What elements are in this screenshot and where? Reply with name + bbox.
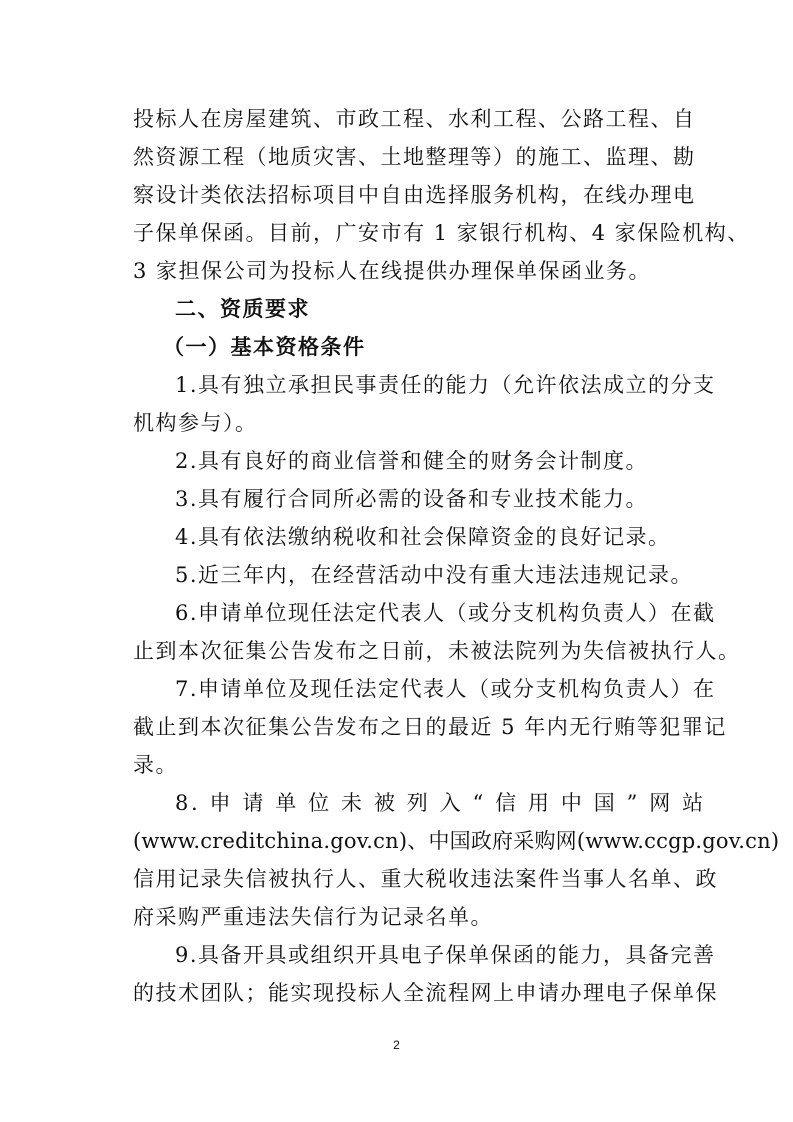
paragraph-line: 察设计类依法招标项目中自由选择服务机构，在线办理电 [133, 183, 696, 207]
paragraph-line: 机构参与）。 [133, 411, 258, 435]
list-item: 1.具有独立承担民事责任的能力（允许依法成立的分支 [175, 373, 716, 397]
paragraph-line: 投标人在房屋建筑、市政工程、水利工程、公路工程、自 [133, 107, 696, 131]
paragraph-line: (www.creditchina.gov.cn)、中国政府采购网(www.ccgp.gov.cn) [133, 829, 780, 853]
list-item: 7.申请单位及现任法定代表人（或分支机构负责人）在 [175, 677, 716, 701]
paragraph-line: 止到本次征集公告发布之日前，未被法院列为失信被执行人。 [133, 639, 741, 663]
paragraph-line: 3 家担保公司为投标人在线提供办理保单保函业务。 [133, 259, 652, 283]
list-item: 3.具有履行合同所必需的设备和专业技术能力。 [175, 487, 649, 511]
paragraph-line: 府采购严重违法失信行为记录名单。 [133, 905, 493, 929]
list-item: 4.具有依法缴纳税收和社会保障资金的良好记录。 [175, 525, 671, 549]
list-item: 6.申请单位现任法定代表人（或分支机构负责人）在截 [175, 601, 716, 625]
paragraph-line: 的技术团队；能实现投标人全流程网上申请办理电子保单保 [133, 981, 718, 1005]
page-number: 2 [393, 1038, 400, 1052]
subsection-heading: （一）基本资格条件 [163, 334, 366, 359]
paragraph-line: 然资源工程（地质灾害、土地整理等）的施工、监理、勘 [133, 145, 696, 169]
section-heading: 二、资质要求 [175, 296, 310, 321]
list-item: 9.具备开具或组织开具电子保单保函的能力，具备完善 [175, 943, 716, 967]
list-item: 5.近三年内，在经营活动中没有重大违法违规记录。 [175, 563, 694, 587]
paragraph-line: 子保单保函。目前，广安市有 1 家银行机构、4 家保险机构、 [133, 221, 750, 245]
paragraph-line: 信用记录失信被执行人、重大税收违法案件当事人名单、政 [133, 867, 718, 891]
list-item: 8. 申 请 单 位 未 被 列 入 “ 信 用 中 国 ” 网 站 [175, 791, 706, 815]
paragraph-line: 截止到本次征集公告发布之日的最近 5 年内无行贿等犯罪记 [133, 715, 727, 739]
list-item: 2.具有良好的商业信誉和健全的财务会计制度。 [175, 449, 649, 473]
paragraph-line: 录。 [133, 753, 178, 777]
